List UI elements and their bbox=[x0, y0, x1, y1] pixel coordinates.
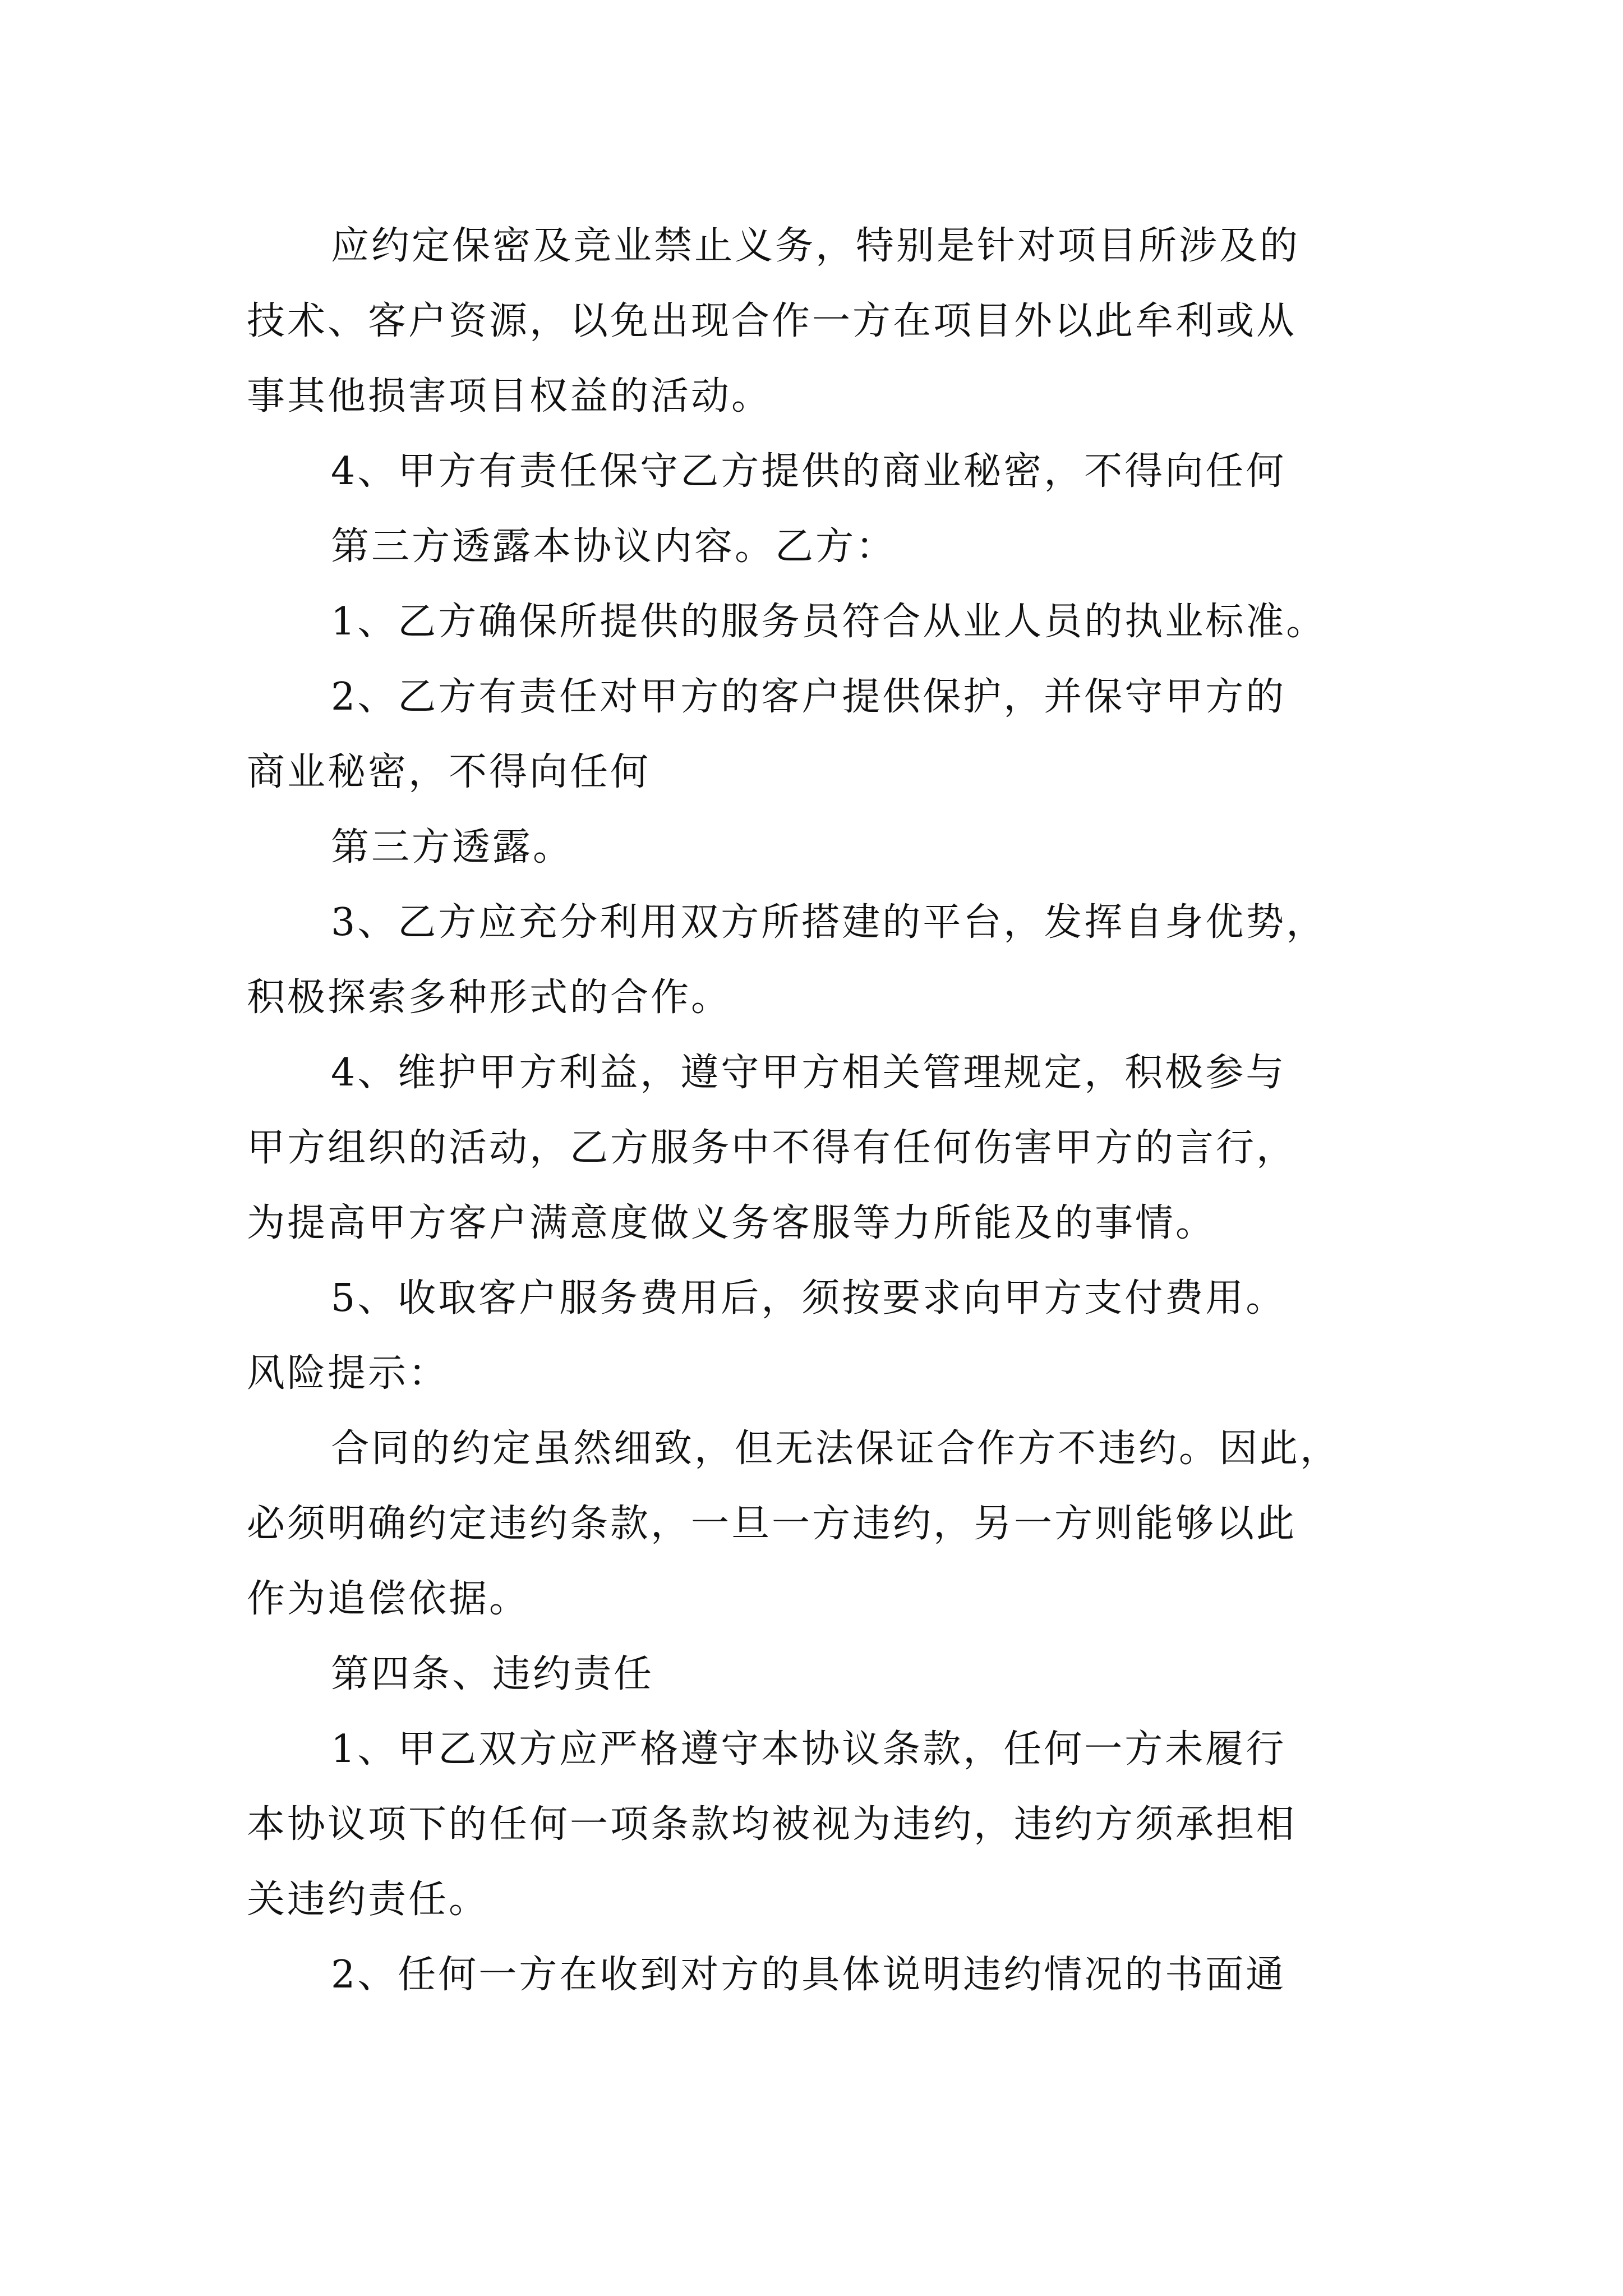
text-line: 为提高甲方客户满意度做义务客服等力所能及的事情。 bbox=[247, 1201, 1216, 1245]
text-line: 5、收取客户服务费用后，须按要求向甲方支付费用。 bbox=[331, 1276, 1287, 1320]
text-line: 2、任何一方在收到对方的具体说明违约情况的书面通 bbox=[331, 1953, 1287, 1997]
text-line: 应约定保密及竞业禁止义务，特别是针对项目所涉及的 bbox=[331, 224, 1301, 268]
text-line: 1、甲乙双方应严格遵守本协议条款，任何一方未履行 bbox=[331, 1727, 1287, 1772]
text-line: 技术、客户资源，以免出现合作一方在项目外以此牟利或从 bbox=[247, 299, 1297, 343]
text-line: 事其他损害项目权益的活动。 bbox=[247, 374, 772, 418]
section-heading: 第四条、违约责任 bbox=[331, 1652, 654, 1696]
text-line: 4、甲方有责任保守乙方提供的商业秘密，不得向任何 bbox=[331, 449, 1287, 494]
text-line: 本协议项下的任何一项条款均被视为违约，违约方须承担相 bbox=[247, 1802, 1297, 1847]
text-line: 作为追偿依据。 bbox=[247, 1577, 530, 1621]
text-line: 4、维护甲方利益，遵守甲方相关管理规定，积极参与 bbox=[331, 1051, 1287, 1095]
section-label-risk: 风险提示： bbox=[247, 1351, 449, 1396]
text-line: 合同的约定虽然细致，但无法保证合作方不违约。因此， bbox=[331, 1427, 1341, 1471]
text-line: 商业秘密，不得向任何 bbox=[247, 750, 651, 794]
text-line: 积极探索多种形式的合作。 bbox=[247, 976, 732, 1020]
text-line: 2、乙方有责任对甲方的客户提供保护，并保守甲方的 bbox=[331, 675, 1287, 719]
document-body bbox=[247, 209, 1402, 2013]
text-line: 第三方透露。 bbox=[331, 825, 574, 869]
text-line: 1、乙方确保所提供的服务员符合从业人员的执业标准。 bbox=[331, 600, 1327, 644]
text-line: 第三方透露本协议内容。乙方： bbox=[331, 524, 897, 569]
text-line: 3、乙方应充分利用双方所搭建的平台，发挥自身优势， bbox=[331, 900, 1327, 945]
text-line: 必须明确约定违约条款，一旦一方违约，另一方则能够以此 bbox=[247, 1502, 1297, 1546]
text-line: 关违约责任。 bbox=[247, 1878, 490, 1922]
text-line: 甲方组织的活动，乙方服务中不得有任何伤害甲方的言行， bbox=[247, 1126, 1297, 1170]
